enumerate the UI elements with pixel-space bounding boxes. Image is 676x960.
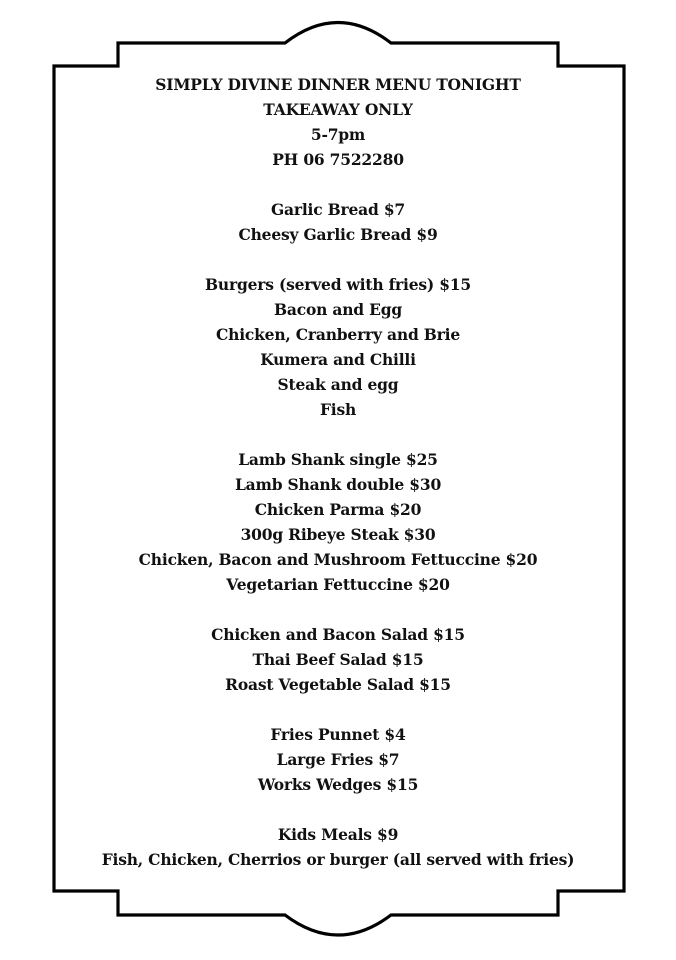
menu-item: Roast Vegetable Salad $15 (225, 675, 451, 694)
menu-item: Cheesy Garlic Bread $9 (238, 225, 438, 244)
service-type: TAKEAWAY ONLY (263, 100, 413, 119)
section-spacer (60, 247, 616, 272)
menu-item: Chicken Parma $20 (254, 500, 422, 519)
menu-item: Fish (319, 400, 357, 419)
section-spacer (60, 797, 616, 822)
menu-sections (60, 172, 616, 872)
menu-section (60, 622, 616, 697)
menu-item: Steak and egg (277, 375, 399, 394)
menu-item: Chicken, Bacon and Mushroom Fettuccine $20 (138, 550, 538, 569)
menu-item: Bacon and Egg (273, 300, 403, 319)
service-hours: 5-7pm (310, 125, 366, 144)
menu-item: Chicken and Bacon Salad $15 (211, 625, 465, 644)
section-spacer (60, 422, 616, 447)
menu-title: SIMPLY DIVINE DINNER MENU TONIGHT (155, 75, 521, 94)
menu-item: Lamb Shank single $25 (238, 450, 438, 469)
menu-item: Burgers (served with fries) $15 (205, 275, 471, 294)
menu-item: Kumera and Chilli (260, 350, 416, 369)
menu-content (60, 72, 616, 872)
menu-header (60, 72, 616, 172)
section-spacer (60, 172, 616, 197)
menu-item: Garlic Bread $7 (270, 200, 406, 219)
menu-item: 300g Ribeye Steak $30 (240, 525, 436, 544)
menu-item: Large Fries $7 (276, 750, 400, 769)
section-spacer (60, 597, 616, 622)
menu-item: Chicken, Cranberry and Brie (215, 325, 460, 344)
menu-section (60, 272, 616, 422)
menu-item: Fries Punnet $4 (270, 725, 406, 744)
menu-item: Vegetarian Fettuccine $20 (226, 575, 450, 594)
menu-item: Lamb Shank double $30 (234, 475, 442, 494)
menu-section (60, 447, 616, 597)
section-spacer (60, 697, 616, 722)
menu-section (60, 197, 616, 247)
menu-section (60, 722, 616, 797)
menu-item: Fish, Chicken, Cherrios or burger (all served with fries) (101, 850, 575, 869)
menu-section (60, 822, 616, 872)
menu-item: Works Wedges $15 (257, 775, 419, 794)
menu-item: Kids Meals $9 (277, 825, 399, 844)
menu-item: Thai Beef Salad $15 (252, 650, 424, 669)
phone-number: PH 06 7522280 (272, 150, 404, 169)
